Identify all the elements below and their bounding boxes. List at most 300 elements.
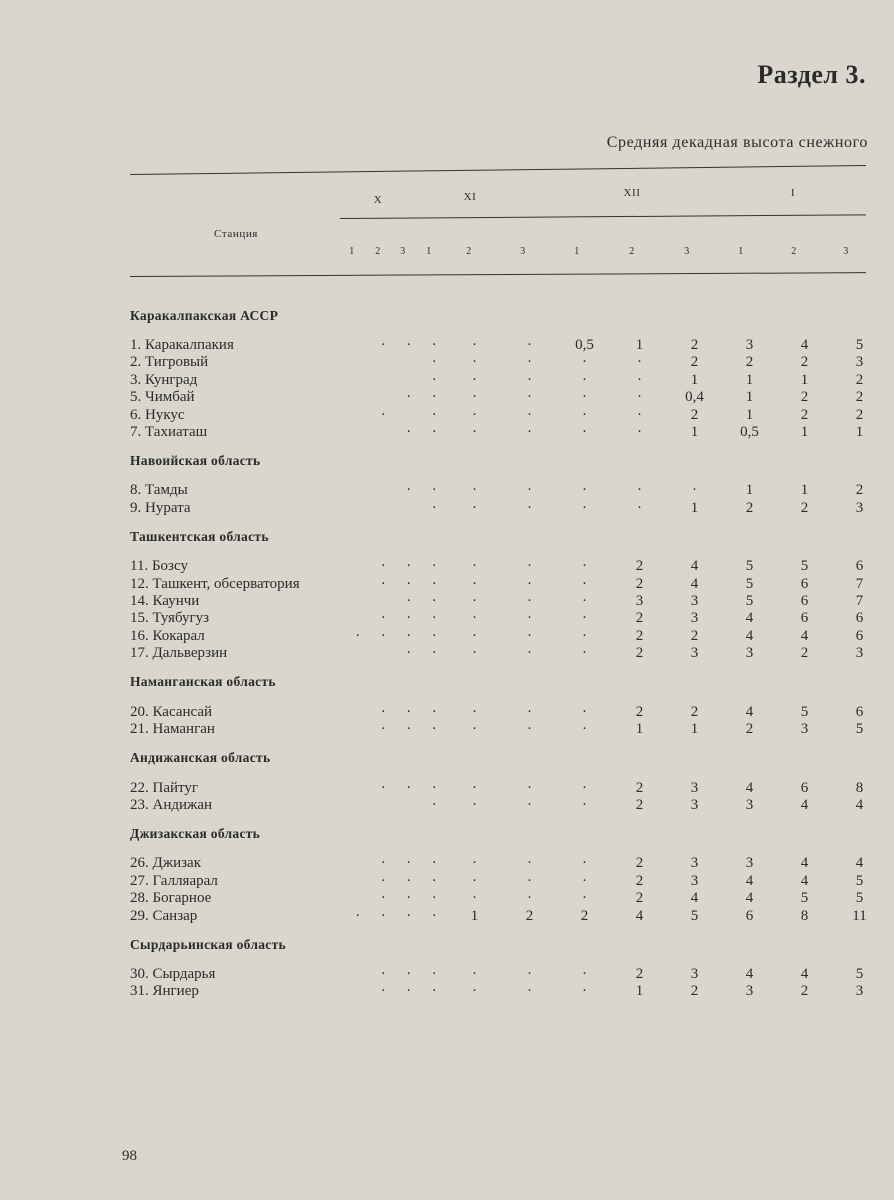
value-cell: 4 [690,890,699,907]
value-cell: · [582,424,587,441]
value-cell: 2 [635,965,644,982]
value-cell [371,482,397,499]
table-row [130,890,887,907]
value-cell: · [527,610,532,627]
value-cell: · [431,855,437,872]
table-row [130,966,887,983]
value-cell: · [431,593,437,610]
decade-header: 1 [574,246,580,257]
value-cell [345,389,371,406]
value-cell: 2 [635,703,644,720]
value-cell: · [582,610,587,627]
value-cell: · [582,371,587,388]
value-cell: · [527,627,532,644]
value-cell: · [527,354,532,371]
value-cell [371,797,397,814]
value-cell: · [527,872,532,889]
value-cell: 2 [745,499,754,516]
value-cell [371,372,397,389]
month-header-i: I [790,187,796,199]
value-cell: 2 [690,354,699,371]
decade-header: 1 [426,246,432,257]
spacer-cell [130,469,887,482]
station-name: 7. Тахиаташ [130,424,208,441]
value-cell: · [431,610,437,627]
table-row [130,855,887,872]
page-number: 98 [122,1148,137,1164]
value-cell: · [472,872,477,889]
value-cell: · [431,389,437,406]
value-cell: · [527,796,532,813]
value-cell [345,855,371,872]
value-cell: · [472,855,477,872]
value-cell: 1 [635,337,644,353]
decade-header: 3 [520,246,526,257]
value-cell: 2 [800,499,809,516]
value-cell: 4 [800,796,809,813]
value-cell: · [431,558,437,575]
station-name: 14. Каунчи [130,593,200,610]
value-cell: · [582,983,587,1000]
value-cell: 2 [855,406,864,423]
value-cell: 1 [690,424,699,441]
value-cell: · [406,855,412,872]
value-cell: 3 [635,593,644,610]
value-cell: 4 [745,779,754,796]
value-cell: · [527,371,532,388]
value-cell: 0,5 [575,337,594,353]
value-cell [345,721,371,738]
value-cell: 2 [635,890,644,907]
station-name: 6. Нукус [130,406,185,423]
value-cell: · [380,703,386,720]
value-cell: · [406,983,412,1000]
value-cell: 6 [800,593,809,610]
value-cell [345,407,371,424]
station-name: 15. Туябугуз [130,610,210,627]
table-row [130,645,887,662]
value-cell: · [406,558,412,575]
value-cell: 2 [635,855,644,872]
group-title: Навоийская область [130,453,261,469]
station-name: 20. Касансай [130,703,213,720]
value-cell: · [582,721,587,738]
station-name: 23. Андижан [130,796,213,813]
value-cell [345,337,371,354]
value-cell: · [406,575,412,592]
spacer-row [130,324,887,337]
value-cell: · [527,389,532,406]
decade-header: 2 [375,246,381,257]
value-cell: · [406,610,412,627]
value-cell: · [380,337,386,353]
station-name: 31. Янгиер [130,983,199,1000]
value-cell: · [527,558,532,575]
value-cell: · [380,779,386,796]
value-cell: 2 [690,703,699,720]
value-cell: 6 [855,703,864,720]
table-row [130,593,887,610]
value-cell: 5 [855,872,864,889]
value-cell [396,500,422,517]
value-cell: · [431,983,437,1000]
value-cell: 5 [745,575,754,592]
group-header-row [130,663,887,691]
value-cell: · [472,796,477,813]
value-cell: · [582,406,587,423]
value-cell: 1 [745,406,754,423]
value-cell [345,593,371,610]
value-cell: · [527,779,532,796]
value-cell: · [431,872,437,889]
value-cell [345,558,371,575]
value-cell: · [472,703,477,720]
value-cell: · [431,779,437,796]
group-title: Джизакская область [130,825,261,841]
value-cell: · [406,482,412,499]
value-cell [345,645,371,662]
value-cell: · [380,965,386,982]
value-cell: 1 [635,983,644,1000]
value-cell: · [637,482,642,499]
station-name: 11. Бозсу [130,558,188,575]
value-cell: · [431,965,437,982]
value-cell: · [472,424,477,441]
value-cell: · [582,645,587,662]
value-cell: 1 [745,371,754,388]
value-cell: 3 [800,721,809,738]
value-cell: · [406,721,412,738]
value-cell: · [380,890,386,907]
value-cell [345,482,371,499]
value-cell: 1 [690,499,699,516]
value-cell: 3 [745,645,754,662]
station-name: 8. Тамды [130,482,188,499]
value-cell [345,797,371,814]
value-cell: 2 [635,575,644,592]
spacer-cell [130,953,887,966]
value-cell [371,354,397,371]
value-cell: · [527,721,532,738]
value-cell: 1 [800,424,809,441]
value-cell: 5 [800,890,809,907]
value-cell: 1 [745,389,754,406]
value-cell: · [380,575,386,592]
table-row [130,389,887,406]
value-cell: 5 [800,558,809,575]
value-cell: 2 [635,558,644,575]
value-cell: 0,5 [740,424,759,441]
value-cell: 5 [855,337,864,353]
value-cell: · [527,575,532,592]
value-cell: 2 [635,872,644,889]
value-cell: · [582,890,587,907]
value-cell: · [527,983,532,1000]
station-name: 28. Богарное [130,890,212,907]
table-row [130,873,887,890]
station-name: 29. Санзар [130,907,198,924]
table-row [130,704,887,721]
value-cell [345,704,371,721]
value-cell: 3 [855,499,864,516]
spacer-cell [130,842,887,855]
value-cell [345,890,371,907]
value-cell: · [380,627,386,644]
value-cell: · [527,593,532,610]
decade-header: 2 [629,246,635,257]
value-cell: 4 [745,610,754,627]
value-cell [345,983,371,1000]
value-cell: 2 [635,627,644,644]
value-cell: 6 [800,779,809,796]
table-row [130,372,887,389]
value-cell: · [380,721,386,738]
value-cell: · [406,890,412,907]
value-cell: 8 [800,907,809,924]
value-cell: 2 [690,406,699,423]
station-name: 5. Чимбай [130,389,195,406]
value-cell: · [582,482,587,499]
group-title: Каракалпакская АССР [130,307,279,323]
value-cell: 4 [690,575,699,592]
value-cell: 1 [635,721,644,738]
value-cell: 6 [745,907,754,924]
group-header-row [130,925,887,953]
table-body [130,296,887,1001]
value-cell: 3 [690,610,699,627]
station-name: 27. Галляарал [130,872,218,889]
value-cell: · [406,645,412,662]
value-cell: 1 [800,371,809,388]
value-cell: 3 [745,337,754,353]
value-cell: · [431,796,437,813]
value-cell: · [380,855,386,872]
spacer-cell [130,767,887,780]
value-cell: · [431,354,437,371]
value-cell: 5 [855,890,864,907]
group-title: Ташкентская область [130,528,269,544]
station-name: 26. Джизак [130,855,201,872]
value-cell: 2 [635,779,644,796]
value-cell: · [355,907,361,924]
value-cell: · [406,389,412,406]
value-cell: 1 [855,424,864,441]
value-cell: 8 [855,779,864,796]
value-cell: · [527,645,532,662]
value-cell: · [380,983,386,1000]
value-cell: 3 [745,855,754,872]
decade-header: 3 [684,246,690,257]
value-cell: 3 [690,855,699,872]
group-title: Наманганская область [130,674,276,690]
value-cell: 11 [852,907,867,924]
value-cell: · [472,593,477,610]
value-cell: 3 [690,872,699,889]
value-cell: · [406,779,412,796]
value-cell: · [406,337,412,353]
value-cell: 3 [690,796,699,813]
value-cell: · [472,406,477,423]
decade-header: 1 [738,246,744,257]
value-cell: 7 [855,593,864,610]
value-cell [396,797,422,814]
value-cell [371,645,397,662]
value-cell: · [472,499,477,516]
value-cell: 5 [855,721,864,738]
value-cell: · [406,424,412,441]
value-cell: 5 [800,703,809,720]
table-row [130,407,887,424]
value-cell: 5 [855,965,864,982]
value-cell [371,593,397,610]
station-name: 3. Кунград [130,371,198,388]
table-row [130,424,887,441]
value-cell: 5 [745,593,754,610]
value-cell: 3 [690,965,699,982]
table-row [130,337,887,354]
value-cell [345,576,371,593]
value-cell: · [472,645,477,662]
spacer-cell [130,324,887,337]
value-cell: 2 [745,721,754,738]
value-cell: 1 [690,721,699,738]
value-cell: · [582,575,587,592]
station-name: 30. Сырдарья [130,965,216,982]
group-header-row [130,517,887,545]
value-cell: 1 [470,907,479,924]
value-cell [345,424,371,441]
value-cell: · [406,703,412,720]
value-cell: 2 [855,389,864,406]
spacer-row [130,767,887,780]
header-top-rule [130,165,866,175]
value-cell [345,610,371,627]
value-cell: · [582,872,587,889]
value-cell: 6 [855,627,864,644]
value-cell: · [527,406,532,423]
value-cell: 4 [745,890,754,907]
value-cell: · [472,627,477,644]
value-cell: 2 [800,645,809,662]
value-cell: 3 [690,593,699,610]
table-row [130,628,887,645]
value-cell: 2 [580,907,589,924]
value-cell: · [431,721,437,738]
value-cell: 2 [635,610,644,627]
value-cell: · [380,406,386,423]
value-cell: · [431,371,437,388]
value-cell [345,873,371,890]
table-row [130,780,887,797]
value-cell: 3 [855,354,864,371]
value-cell: · [472,721,477,738]
value-cell: 4 [800,872,809,889]
value-cell: · [472,575,477,592]
value-cell: · [472,337,477,353]
value-cell: · [472,779,477,796]
decade-header: 2 [466,246,472,257]
value-cell: 2 [855,371,864,388]
spacer-row [130,842,887,855]
value-cell: · [431,482,437,499]
value-cell: · [431,645,437,662]
value-cell: · [431,627,437,644]
value-cell: 4 [800,965,809,982]
station-column-header: Станция [214,228,258,240]
month-header-x: X [373,194,383,206]
spacer-row [130,469,887,482]
value-cell [345,372,371,389]
value-cell: · [637,424,642,441]
value-cell: · [527,890,532,907]
table-row [130,797,887,814]
group-header-row [130,814,887,842]
value-cell: · [527,424,532,441]
value-cell [396,407,422,424]
value-cell: 6 [855,558,864,575]
value-cell: 1 [800,482,809,499]
value-cell: 2 [635,645,644,662]
value-cell: 3 [855,645,864,662]
value-cell [371,424,397,441]
value-cell: 2 [690,627,699,644]
value-cell [396,354,422,371]
value-cell: · [472,389,477,406]
value-cell: · [527,499,532,516]
value-cell: · [527,703,532,720]
value-cell: 6 [800,575,809,592]
value-cell: · [431,575,437,592]
value-cell: 2 [800,406,809,423]
value-cell: · [582,796,587,813]
group-header-row [130,441,887,469]
value-cell: · [472,371,477,388]
value-cell: · [582,703,587,720]
value-cell: · [692,482,697,499]
station-name: 22. Пайтуг [130,779,199,796]
group-title: Андижанская область [130,750,271,766]
value-cell: · [431,890,437,907]
value-cell: 3 [855,983,864,1000]
value-cell: · [380,558,386,575]
value-cell: 4 [745,872,754,889]
spacer-row [130,545,887,558]
value-cell: · [582,558,587,575]
decade-header: 2 [791,246,797,257]
value-cell: · [582,354,587,371]
value-cell: · [637,354,642,371]
value-cell [345,500,371,517]
value-cell: · [582,965,587,982]
value-cell: · [406,872,412,889]
value-cell: · [406,627,412,644]
value-cell: · [527,482,532,499]
value-cell: · [582,779,587,796]
snow-depth-table [130,296,887,1001]
value-cell: · [582,499,587,516]
group-header-row [130,296,887,324]
value-cell: 5 [690,907,699,924]
value-cell: 2 [690,337,699,353]
table-row [130,610,887,627]
value-cell: · [355,627,361,644]
spacer-row [130,691,887,704]
table-row [130,482,887,499]
value-cell: 2 [800,354,809,371]
value-cell: 1 [690,371,699,388]
value-cell: 4 [800,337,809,353]
value-cell: · [472,890,477,907]
